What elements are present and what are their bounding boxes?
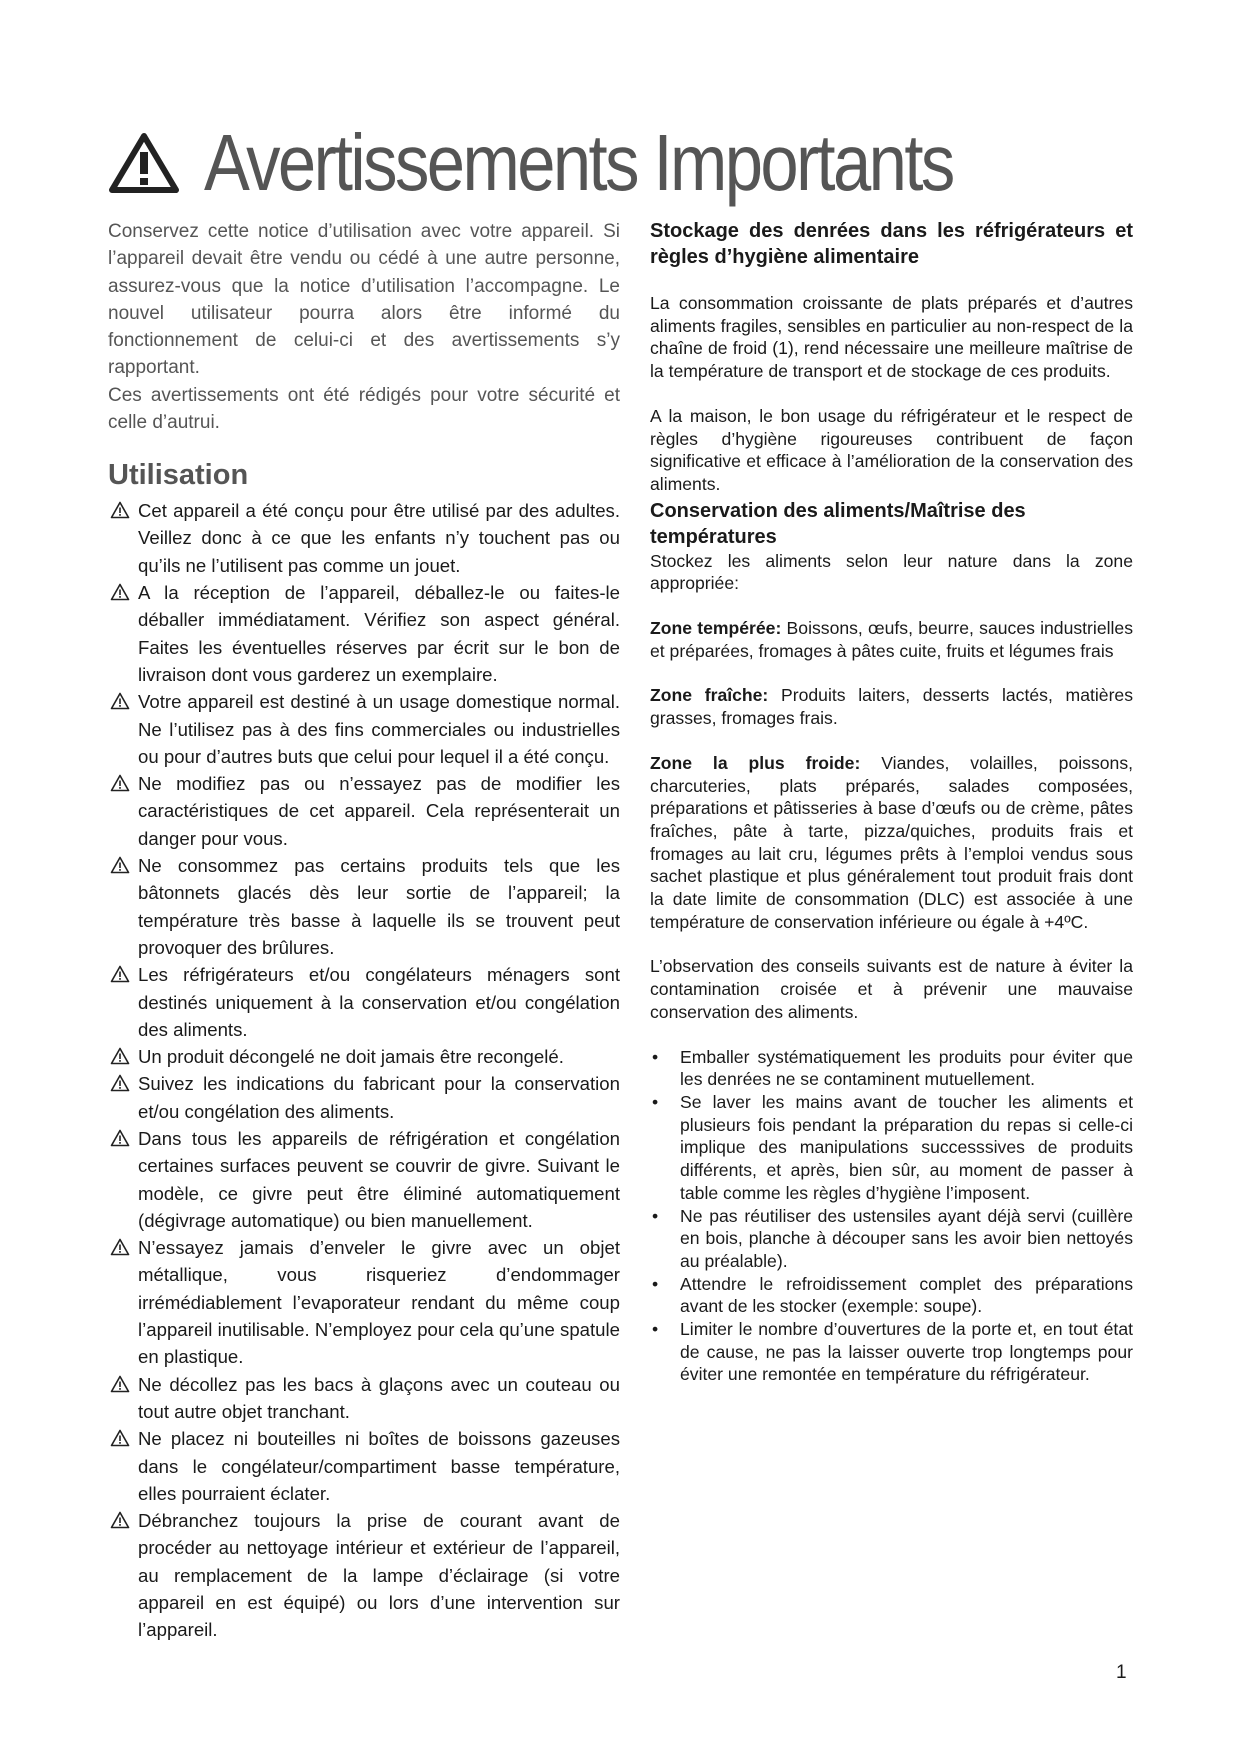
zone-label: Zone la plus froide: [650,752,861,773]
warning-triangle-icon [108,132,180,194]
warning-triangle-icon [110,1429,130,1447]
utilisation-list [108,497,620,1643]
warning-item [108,1043,620,1070]
warning-text: Votre appareil est destiné à un usage domestique normal. Ne l’utilisez pas à des fins commerciales ou industrielles ou pour d’autres buts que celui pour lequel il a été conçu. [138,691,620,767]
warning-triangle-icon [110,1129,130,1147]
zone-fraiche [650,684,1133,729]
zone-label: Zone tempérée: [650,618,782,639]
warning-text: A la réception de l’appareil, déballez-le ou faites-le déballer immédiatament. Vérifiez son aspect général. Faites les éventuelles réserves par écrit sur le bon de livraison dont vous garderez un exemplaire. [138,582,620,685]
warning-triangle-icon [110,965,130,983]
warning-item [108,1234,620,1370]
warning-text: Suivez les indications du fabricant pour la conservation et/ou congélation des aliments. [138,1073,620,1122]
zone-text: Produits laiters, desserts lactés, matières grasses, fromages frais. [650,685,1134,729]
warning-triangle-icon [110,1375,130,1393]
bullet-symbol: • [652,1205,659,1226]
advice-text: Attendre le refroidissement complet des préparations avant de les stocker (exemple: soupe). [680,1273,1133,1317]
advice-text: Emballer systématiquement les produits pour éviter que les denrées ne se contaminent mutuellement. [680,1046,1133,1090]
right-column [650,218,1133,1386]
advice-item [650,1273,1133,1318]
stockage-heading: Stockage des denrées dans les réfrigérateurs et règles d’hygiène alimentaire [650,220,1133,268]
bullet-symbol: • [652,1046,659,1067]
warning-text: Dans tous les appareils de réfrigération et congélation certaines surfaces peuvent se couvrir de givre. Suivant le modèle, ce givre peut être éliminé automatiquement (dégivrage automatique) ou bien manuellement. [138,1128,620,1231]
warning-item [108,579,620,688]
warning-item [108,852,620,961]
zone-temperee [650,617,1133,662]
stockage-paragraph: A la maison, le bon usage du réfrigérateur et le respect de règles d’hygiène rigoureuses contribuent de façon significative et efficace à l’amélioration de la conservation des aliments. [650,405,1133,494]
zone-label: Zone fraîche: [650,685,769,706]
warning-text: Cet appareil a été conçu pour être utilisé par des adultes. Veillez donc à ce que les enfants n’y touchent pas ou qu’ils ne l’utilisent pas comme un jouet. [138,500,620,576]
advice-item [650,1091,1133,1205]
page-number: 1 [1116,1662,1127,1683]
advice-text: Ne pas réutiliser des ustensiles ayant déjà servi (cuillère en bois, planche à découper sans les avoir bien nettoyés au préalable). [680,1205,1133,1271]
warning-triangle-icon [110,501,130,519]
warning-triangle-icon [110,1238,130,1256]
zone-text: Viandes, volailles, poissons, charcuteries, plats préparés, salades composées, préparations et pâtisseries à base d’œufs ou de crème, pâtes fraîches, pâte à tarte, pizza/quiches, produits frais et fromages au lait cru, légumes prêts à l’emploi vendus sous sachet plastique et plus généralement tout produit frais dont la date limite de consommation (DLC) est associée à une température de conservation inférieure ou égale à +4ºC. [650,752,1134,932]
warning-text: Débranchez toujours la prise de courant avant de procéder au nettoyage intérieur et extérieur de l’appareil, au remplacement de la lampe d’éclairage (si votre appareil en est équipé) ou lors d’une intervention sur l’appareil. [138,1510,620,1641]
warning-item [108,1371,620,1426]
warning-item [108,1507,620,1643]
warning-triangle-icon [110,1511,130,1529]
left-column [108,218,620,1644]
advice-list [650,1046,1133,1387]
warning-triangle-icon [110,583,130,601]
warning-text: Ne placez ni bouteilles ni boîtes de boissons gazeuses dans le congélateur/compartiment basse température, elles pourraient éclater. [138,1428,620,1504]
warning-text: Les réfrigérateurs et/ou congélateurs ménagers sont destinés uniquement à la conservation et/ou congélation des aliments. [138,964,620,1040]
warning-text: Ne modifiez pas ou n’essayez pas de modifier les caractéristiques de cet appareil. Cela représenterait un danger pour vous. [138,773,620,849]
warning-text: N’essayez jamais d’enveler le givre avec un objet métallique, vous risqueriez d’endommager irrémédiablement l’evaporateur rendant du même coup l’appareil inutilisable. N’employez pour cela qu’une spatule en plastique. [138,1237,620,1368]
advice-item [650,1046,1133,1091]
bullet-symbol: • [652,1319,659,1340]
warning-triangle-icon [110,1047,130,1065]
warning-item [108,1425,620,1507]
warning-item [108,497,620,579]
stockage-paragraph: La consommation croissante de plats préparés et d’autres aliments fragiles, sensibles en particulier au non-respect de la chaîne de froid (1), rend nécessaire une meilleure maîtrise de la température de transport et de stockage de ces produits. [650,293,1133,382]
advice-item [650,1318,1133,1386]
warning-item [108,961,620,1043]
intro-paragraph: Ces avertissements ont été rédigés pour votre sécurité et celle d’autrui. [108,384,620,434]
conservation-intro: Stockez les aliments selon leur nature dans la zone appropriée: [650,550,1133,594]
conservation-heading: Conservation des aliments/Maîtrise des températures [650,499,1026,548]
advice-intro: L’observation des conseils suivants est de nature à éviter la contamination croisée et à prévenir une mauvaise conservation des aliments. [650,956,1133,1022]
zone-text: Boissons, œufs, beurre, sauces industrielles et préparées, fromages à pâtes cuite, fruits et légumes frais [650,618,1134,661]
warning-triangle-icon [110,1074,130,1092]
warning-item [108,770,620,852]
bullet-symbol: • [652,1091,659,1112]
warning-item [108,1125,620,1234]
warning-triangle-icon [110,692,130,710]
advice-item [650,1205,1133,1273]
intro-paragraph: Conservez cette notice d’utilisation avec votre appareil. Si l’appareil devait être vendu ou cédé à une autre personne, assurez-vous que la notice d’utilisation l’accompagne. Le nouvel utilisateur pourra alors être informé du fonctionnement de celui-ci et des avertissements s’y rapportant. [108,221,620,379]
intro-block [108,218,620,436]
page-header [108,118,1075,208]
warning-triangle-icon [110,774,130,792]
warning-triangle-icon [110,856,130,874]
page-title: Avertissements Importants [204,118,953,207]
warning-item [108,688,620,770]
utilisation-heading: Utilisation [108,459,249,492]
warning-item [108,1070,620,1125]
advice-text: Se laver les mains avant de toucher les aliments et plusieurs fois pendant la préparation du repas si celle-ci implique des manipulations successsives de produits différents, et après, bien sûr, au moment de passer à table comme les règles d’hygiène l’imposent. [680,1091,1133,1203]
advice-text: Limiter le nombre d’ouvertures de la porte et, en tout état de cause, ne pas la laisser ouverte trop longtemps pour éviter une remontée en température du réfrigérateur. [680,1319,1133,1385]
warning-text: Ne décollez pas les bacs à glaçons avec un couteau ou tout autre objet tranchant. [138,1373,620,1422]
warning-text: Ne consommez pas certains produits tels que les bâtonnets glacés dès leur sortie de l’appareil; la température très basse à laquelle ils se trouvent peut provoquer des brûlures. [138,855,620,958]
bullet-symbol: • [652,1273,659,1294]
warning-text: Un produit décongelé ne doit jamais être recongelé. [138,1046,564,1068]
zone-plus-froide [650,752,1133,934]
